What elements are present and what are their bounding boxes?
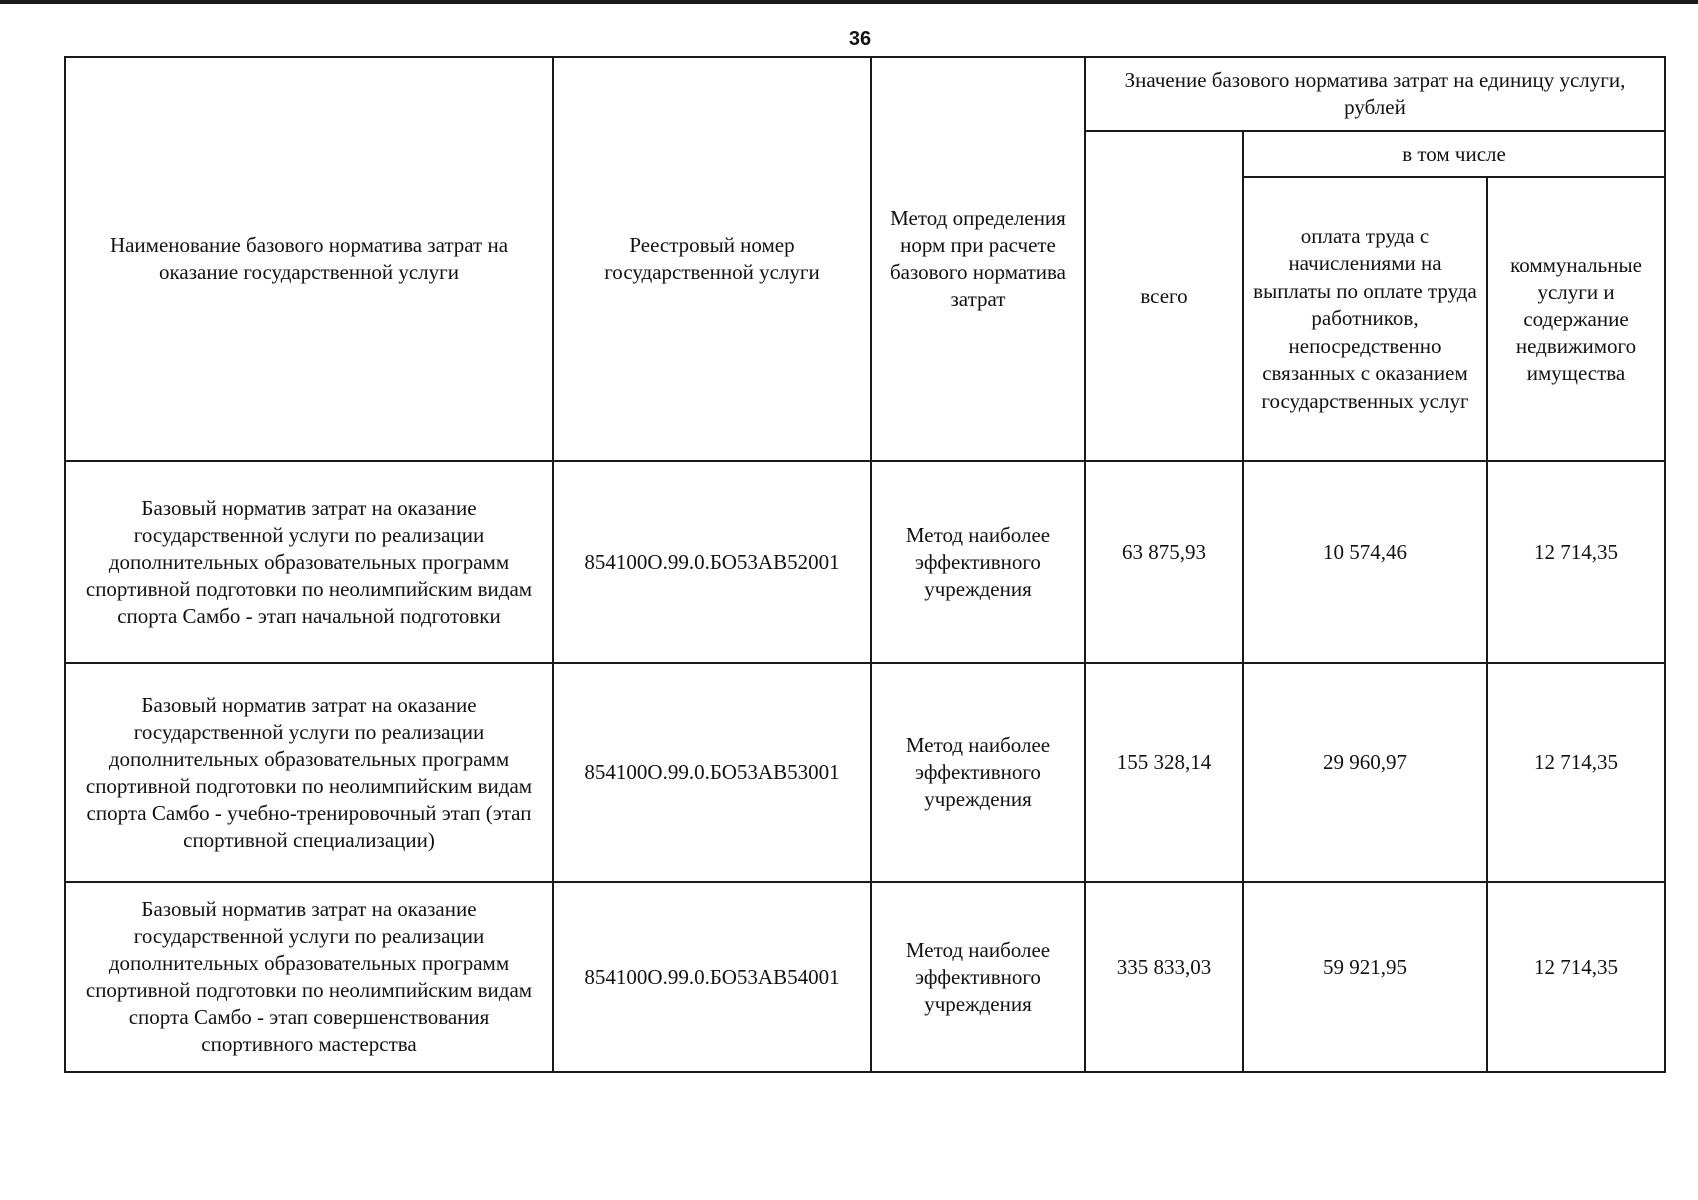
cell-registry-number: 854100О.99.0.БО53АВ54001 [553, 882, 871, 1072]
cell-method: Метод наиболее эффективного учреждения [871, 461, 1085, 663]
header-name: Наименование базового норматива затрат на оказание государственной услуги [65, 57, 553, 461]
cell-name: Базовый норматив затрат на оказание государственной услуги по реализации дополнительных образовательных программ спортивной подготовки по неолимпийским видам спорта Самбо - учебно-тренировочный этап (этап спортивной специализации) [65, 663, 553, 882]
cell-method: Метод наиболее эффективного учреждения [871, 882, 1085, 1072]
header-utilities: коммунальные услуги и содержание недвижимого имущества [1487, 177, 1665, 461]
cell-name: Базовый норматив затрат на оказание государственной услуги по реализации дополнительных образовательных программ спортивной подготовки по неолимпийским видам спорта Самбо - этап совершенствования спортивного мастерства [65, 882, 553, 1072]
cell-method: Метод наиболее эффективного учреждения [871, 663, 1085, 882]
cell-utilities [1487, 663, 1665, 882]
cell-name: Базовый норматив затрат на оказание государственной услуги по реализации дополнительных образовательных программ спортивной подготовки по неолимпийским видам спорта Самбо - этап начальной подготовки [65, 461, 553, 663]
cell-total [1085, 461, 1243, 663]
table-row [65, 882, 1665, 1072]
cell-labor-value: 10 574,46 [1323, 539, 1407, 564]
table-row [65, 461, 1665, 663]
header-registry-number: Реестровый номер государственной услуги [553, 57, 871, 461]
cell-utilities-value: 12 714,35 [1534, 954, 1618, 979]
cell-total [1085, 663, 1243, 882]
cell-labor-value: 29 960,97 [1323, 750, 1407, 774]
page-number: 36 [848, 28, 872, 50]
cell-labor [1243, 663, 1487, 882]
norm-table [64, 56, 1666, 1073]
header-row [65, 57, 1665, 131]
cell-utilities [1487, 461, 1665, 663]
cell-labor [1243, 882, 1487, 1072]
cell-utilities [1487, 882, 1665, 1072]
top-rule [0, 0, 1698, 4]
header-total: всего [1085, 131, 1243, 461]
cell-labor-value: 59 921,95 [1323, 954, 1407, 979]
cell-registry-number: 854100О.99.0.БО53АВ52001 [553, 461, 871, 663]
cell-registry-number: 854100О.99.0.БО53АВ53001 [553, 663, 871, 882]
cell-total-value: 155 328,14 [1116, 750, 1212, 774]
cell-labor [1243, 461, 1487, 663]
cell-total [1085, 882, 1243, 1072]
header-value-group: Значение базового норматива затрат на единицу услуги, рублей [1085, 57, 1665, 131]
header-method: Метод определения норм при расчете базового норматива затрат [871, 57, 1085, 461]
header-labor: оплата труда с начислениями на выплаты по оплате труда работников, непосредственно связанных с оказанием государственных услуг [1243, 177, 1487, 461]
header-including: в том числе [1243, 131, 1665, 177]
cell-utilities-value: 12 714,35 [1534, 539, 1618, 564]
table-row [65, 663, 1665, 882]
cell-utilities-value: 12 714,35 [1534, 750, 1618, 774]
cell-total-value: 63 875,93 [1122, 539, 1206, 564]
cell-total-value: 335 833,03 [1116, 954, 1212, 979]
